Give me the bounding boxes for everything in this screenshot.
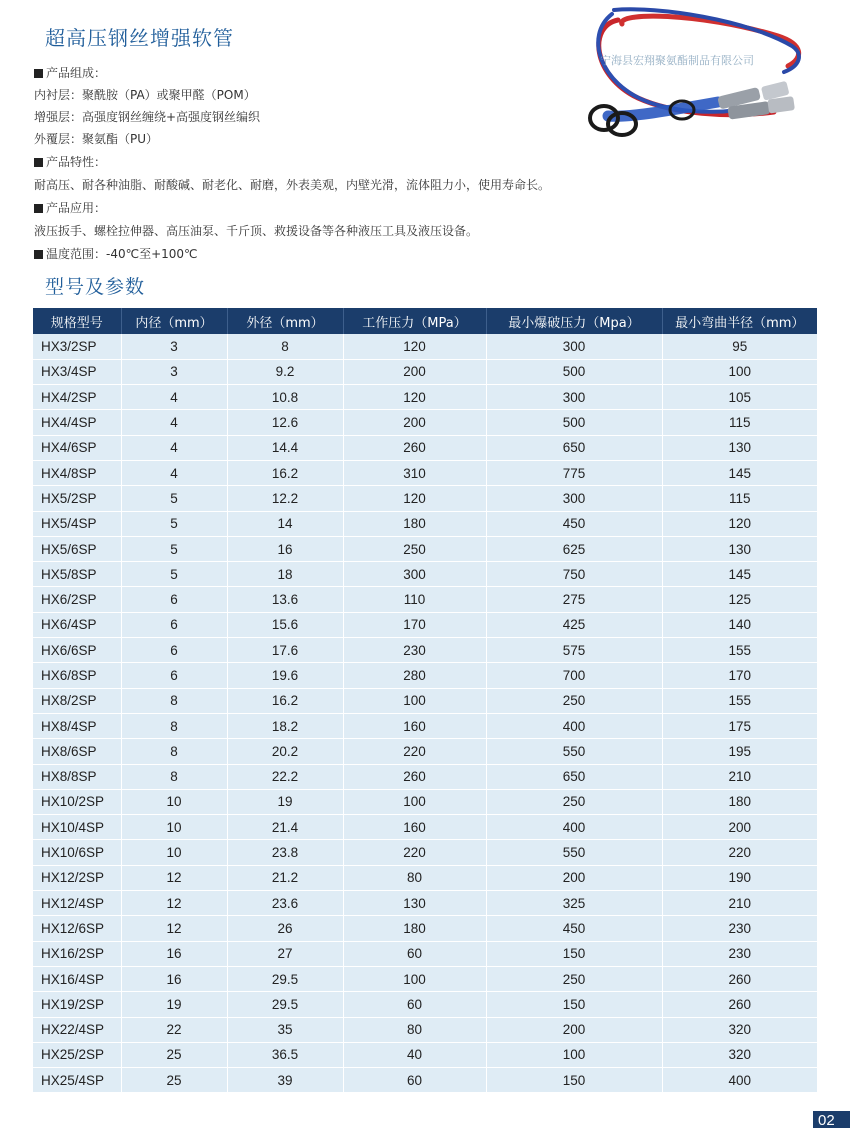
cell-outer-diameter: 9.2 — [227, 359, 343, 384]
cell-working-pressure: 100 — [343, 966, 486, 991]
cell-working-pressure: 280 — [343, 663, 486, 688]
table-row — [33, 612, 817, 637]
cell-min-burst-pressure: 650 — [486, 435, 662, 460]
cell-model: HX4/2SP — [33, 385, 121, 410]
cell-inner-diameter: 25 — [121, 1068, 227, 1093]
section-title: 型号及参数 — [45, 276, 146, 298]
cell-min-burst-pressure: 625 — [486, 536, 662, 561]
cell-working-pressure: 310 — [343, 460, 486, 485]
cell-min-bend-radius: 145 — [662, 562, 817, 587]
cell-model: HX22/4SP — [33, 1017, 121, 1042]
cell-outer-diameter: 26 — [227, 916, 343, 941]
table-row — [33, 663, 817, 688]
cell-model: HX6/8SP — [33, 663, 121, 688]
cell-inner-diameter: 4 — [121, 435, 227, 460]
table-row — [33, 966, 817, 991]
cell-model: HX5/4SP — [33, 511, 121, 536]
cell-working-pressure: 300 — [343, 562, 486, 587]
cell-outer-diameter: 14.4 — [227, 435, 343, 460]
applications-text: 液压扳手、螺栓拉伸器、高压油泵、千斤顶、救援设备等各种液压工具及液压设备。 — [34, 224, 479, 238]
cell-inner-diameter: 16 — [121, 941, 227, 966]
cell-model: HX16/4SP — [33, 966, 121, 991]
cell-min-burst-pressure: 300 — [486, 385, 662, 410]
cell-inner-diameter: 22 — [121, 1017, 227, 1042]
cell-min-bend-radius: 210 — [662, 891, 817, 916]
header-model: 规格型号 — [33, 308, 121, 334]
cell-model: HX3/4SP — [33, 359, 121, 384]
cell-min-bend-radius: 105 — [662, 385, 817, 410]
table-row — [33, 410, 817, 435]
cell-working-pressure: 100 — [343, 789, 486, 814]
cell-model: HX4/6SP — [33, 435, 121, 460]
cell-min-bend-radius: 115 — [662, 410, 817, 435]
cell-min-bend-radius: 155 — [662, 688, 817, 713]
cell-inner-diameter: 8 — [121, 764, 227, 789]
cell-outer-diameter: 17.6 — [227, 638, 343, 663]
table-row — [33, 587, 817, 612]
cell-model: HX10/6SP — [33, 840, 121, 865]
cell-outer-diameter: 18.2 — [227, 713, 343, 738]
composition-outer-layer: 外覆层：聚氨酯（PU） — [34, 132, 159, 146]
header-min-burst-pressure: 最小爆破压力（Mpa） — [486, 308, 662, 334]
cell-working-pressure: 230 — [343, 638, 486, 663]
spec-table-body — [33, 334, 817, 1093]
cell-inner-diameter: 5 — [121, 562, 227, 587]
table-row — [33, 739, 817, 764]
cell-inner-diameter: 12 — [121, 891, 227, 916]
watermark-text: 宁海县宏翔聚氨酯制品有限公司 — [600, 54, 754, 67]
cell-min-burst-pressure: 700 — [486, 663, 662, 688]
cell-min-bend-radius: 130 — [662, 536, 817, 561]
cell-min-burst-pressure: 250 — [486, 789, 662, 814]
cell-inner-diameter: 3 — [121, 334, 227, 359]
composition-reinforcement-layer: 增强层：高强度钢丝缠绕+高强度钢丝编织 — [34, 110, 261, 124]
cell-model: HX25/4SP — [33, 1068, 121, 1093]
cell-min-burst-pressure: 250 — [486, 966, 662, 991]
cell-model: HX6/6SP — [33, 638, 121, 663]
cell-min-burst-pressure: 450 — [486, 916, 662, 941]
table-row — [33, 840, 817, 865]
cell-model: HX4/4SP — [33, 410, 121, 435]
cell-model: HX8/6SP — [33, 739, 121, 764]
cell-min-bend-radius: 140 — [662, 612, 817, 637]
cell-inner-diameter: 5 — [121, 536, 227, 561]
spec-table-header-row — [33, 308, 817, 334]
cell-min-burst-pressure: 500 — [486, 410, 662, 435]
table-row — [33, 385, 817, 410]
cell-working-pressure: 250 — [343, 536, 486, 561]
cell-working-pressure: 80 — [343, 1017, 486, 1042]
cell-model: HX5/2SP — [33, 486, 121, 511]
cell-min-burst-pressure: 500 — [486, 359, 662, 384]
cell-inner-diameter: 4 — [121, 460, 227, 485]
cell-working-pressure: 180 — [343, 511, 486, 536]
cell-outer-diameter: 27 — [227, 941, 343, 966]
cell-working-pressure: 120 — [343, 334, 486, 359]
cell-model: HX10/4SP — [33, 815, 121, 840]
cell-model: HX8/4SP — [33, 713, 121, 738]
cell-working-pressure: 160 — [343, 815, 486, 840]
cell-min-bend-radius: 230 — [662, 916, 817, 941]
cell-working-pressure: 260 — [343, 435, 486, 460]
cell-inner-diameter: 6 — [121, 638, 227, 663]
cell-inner-diameter: 12 — [121, 865, 227, 890]
cell-inner-diameter: 25 — [121, 1042, 227, 1067]
table-row — [33, 486, 817, 511]
composition-inner-layer: 内衬层：聚酰胺（PA）或聚甲醛（POM） — [34, 88, 256, 102]
cell-min-bend-radius: 260 — [662, 992, 817, 1017]
cell-working-pressure: 120 — [343, 486, 486, 511]
temperature-range: 温度范围：-40℃至+100℃ — [34, 245, 198, 262]
cell-model: HX6/4SP — [33, 612, 121, 637]
cell-min-burst-pressure: 150 — [486, 941, 662, 966]
cell-outer-diameter: 19 — [227, 789, 343, 814]
cell-inner-diameter: 16 — [121, 966, 227, 991]
cell-min-burst-pressure: 550 — [486, 739, 662, 764]
cell-min-burst-pressure: 450 — [486, 511, 662, 536]
cell-min-bend-radius: 230 — [662, 941, 817, 966]
cell-min-burst-pressure: 400 — [486, 815, 662, 840]
table-row — [33, 992, 817, 1017]
table-row — [33, 1042, 817, 1067]
cell-min-burst-pressure: 650 — [486, 764, 662, 789]
cell-working-pressure: 200 — [343, 359, 486, 384]
cell-min-burst-pressure: 425 — [486, 612, 662, 637]
cell-working-pressure: 220 — [343, 840, 486, 865]
cell-outer-diameter: 16.2 — [227, 460, 343, 485]
page-title: 超高压钢丝增强软管 — [45, 26, 234, 50]
table-row — [33, 460, 817, 485]
cell-model: HX5/8SP — [33, 562, 121, 587]
table-row — [33, 764, 817, 789]
cell-inner-diameter: 12 — [121, 916, 227, 941]
cell-outer-diameter: 10.8 — [227, 385, 343, 410]
cell-working-pressure: 200 — [343, 410, 486, 435]
cell-working-pressure: 60 — [343, 941, 486, 966]
cell-min-bend-radius: 95 — [662, 334, 817, 359]
cell-min-bend-radius: 125 — [662, 587, 817, 612]
cell-outer-diameter: 35 — [227, 1017, 343, 1042]
cell-min-burst-pressure: 200 — [486, 865, 662, 890]
cell-min-bend-radius: 220 — [662, 840, 817, 865]
cell-min-bend-radius: 180 — [662, 789, 817, 814]
cell-model: HX8/2SP — [33, 688, 121, 713]
cell-min-burst-pressure: 100 — [486, 1042, 662, 1067]
square-bullet-icon — [34, 250, 43, 259]
square-bullet-icon — [34, 69, 43, 78]
cell-working-pressure: 170 — [343, 612, 486, 637]
cell-outer-diameter: 20.2 — [227, 739, 343, 764]
cell-min-bend-radius: 210 — [662, 764, 817, 789]
cell-outer-diameter: 21.4 — [227, 815, 343, 840]
cell-inner-diameter: 8 — [121, 739, 227, 764]
cell-min-bend-radius: 175 — [662, 713, 817, 738]
cell-min-bend-radius: 400 — [662, 1068, 817, 1093]
cell-model: HX12/2SP — [33, 865, 121, 890]
cell-outer-diameter: 39 — [227, 1068, 343, 1093]
table-row — [33, 562, 817, 587]
cell-min-burst-pressure: 200 — [486, 1017, 662, 1042]
cell-outer-diameter: 29.5 — [227, 966, 343, 991]
cell-working-pressure: 110 — [343, 587, 486, 612]
table-row — [33, 638, 817, 663]
cell-outer-diameter: 36.5 — [227, 1042, 343, 1067]
cell-model: HX3/2SP — [33, 334, 121, 359]
cell-outer-diameter: 19.6 — [227, 663, 343, 688]
cell-working-pressure: 130 — [343, 891, 486, 916]
cell-min-bend-radius: 145 — [662, 460, 817, 485]
cell-inner-diameter: 19 — [121, 992, 227, 1017]
cell-working-pressure: 220 — [343, 739, 486, 764]
cell-working-pressure: 60 — [343, 992, 486, 1017]
table-row — [33, 1068, 817, 1093]
features-heading: 产品特性： — [34, 153, 106, 170]
cell-model: HX25/2SP — [33, 1042, 121, 1067]
cell-working-pressure: 120 — [343, 385, 486, 410]
cell-min-burst-pressure: 300 — [486, 486, 662, 511]
table-row — [33, 789, 817, 814]
cell-inner-diameter: 6 — [121, 612, 227, 637]
cell-min-burst-pressure: 775 — [486, 460, 662, 485]
composition-heading: 产品组成： — [34, 64, 106, 81]
cell-working-pressure: 60 — [343, 1068, 486, 1093]
cell-outer-diameter: 15.6 — [227, 612, 343, 637]
table-row — [33, 511, 817, 536]
cell-inner-diameter: 10 — [121, 840, 227, 865]
cell-min-burst-pressure: 575 — [486, 638, 662, 663]
header-inner-diameter: 内径（mm） — [121, 308, 227, 334]
cell-model: HX6/2SP — [33, 587, 121, 612]
cell-working-pressure: 160 — [343, 713, 486, 738]
cell-outer-diameter: 14 — [227, 511, 343, 536]
cell-min-bend-radius: 195 — [662, 739, 817, 764]
table-row — [33, 815, 817, 840]
cell-model: HX12/6SP — [33, 916, 121, 941]
table-row — [33, 1017, 817, 1042]
cell-outer-diameter: 16 — [227, 536, 343, 561]
features-text: 耐高压、耐各种油脂、耐酸碱、耐老化、耐磨，外表美观，内壁光滑，流体阻力小，使用寿命长。 — [34, 178, 551, 192]
cell-outer-diameter: 16.2 — [227, 688, 343, 713]
header-outer-diameter: 外径（mm） — [227, 308, 343, 334]
cell-inner-diameter: 4 — [121, 410, 227, 435]
cell-min-bend-radius: 190 — [662, 865, 817, 890]
cell-min-burst-pressure: 275 — [486, 587, 662, 612]
cell-working-pressure: 260 — [343, 764, 486, 789]
cell-outer-diameter: 12.6 — [227, 410, 343, 435]
cell-min-bend-radius: 170 — [662, 663, 817, 688]
cell-inner-diameter: 10 — [121, 789, 227, 814]
cell-working-pressure: 100 — [343, 688, 486, 713]
cell-model: HX5/6SP — [33, 536, 121, 561]
table-row — [33, 536, 817, 561]
cell-inner-diameter: 5 — [121, 511, 227, 536]
cell-outer-diameter: 13.6 — [227, 587, 343, 612]
square-bullet-icon — [34, 204, 43, 213]
cell-inner-diameter: 5 — [121, 486, 227, 511]
table-row — [33, 891, 817, 916]
cell-min-burst-pressure: 550 — [486, 840, 662, 865]
cell-working-pressure: 40 — [343, 1042, 486, 1067]
cell-min-burst-pressure: 325 — [486, 891, 662, 916]
cell-model: HX4/8SP — [33, 460, 121, 485]
cell-inner-diameter: 4 — [121, 385, 227, 410]
cell-min-bend-radius: 115 — [662, 486, 817, 511]
cell-working-pressure: 180 — [343, 916, 486, 941]
cell-min-burst-pressure: 250 — [486, 688, 662, 713]
cell-inner-diameter: 8 — [121, 713, 227, 738]
cell-outer-diameter: 8 — [227, 334, 343, 359]
cell-min-bend-radius: 200 — [662, 815, 817, 840]
cell-outer-diameter: 23.8 — [227, 840, 343, 865]
spec-table — [33, 308, 817, 1093]
cell-model: HX16/2SP — [33, 941, 121, 966]
cell-min-burst-pressure: 400 — [486, 713, 662, 738]
header-working-pressure: 工作压力（MPa） — [343, 308, 486, 334]
cell-model: HX12/4SP — [33, 891, 121, 916]
table-row — [33, 435, 817, 460]
cell-min-bend-radius: 120 — [662, 511, 817, 536]
cell-outer-diameter: 21.2 — [227, 865, 343, 890]
cell-outer-diameter: 23.6 — [227, 891, 343, 916]
cell-min-burst-pressure: 150 — [486, 992, 662, 1017]
cell-model: HX19/2SP — [33, 992, 121, 1017]
cell-min-bend-radius: 155 — [662, 638, 817, 663]
cell-outer-diameter: 22.2 — [227, 764, 343, 789]
cell-working-pressure: 80 — [343, 865, 486, 890]
table-row — [33, 334, 817, 359]
cell-inner-diameter: 6 — [121, 663, 227, 688]
cell-min-bend-radius: 260 — [662, 966, 817, 991]
cell-outer-diameter: 18 — [227, 562, 343, 587]
table-row — [33, 713, 817, 738]
cell-inner-diameter: 8 — [121, 688, 227, 713]
cell-min-bend-radius: 130 — [662, 435, 817, 460]
cell-min-bend-radius: 320 — [662, 1042, 817, 1067]
table-row — [33, 865, 817, 890]
page-number: 02 — [813, 1111, 850, 1128]
cell-min-bend-radius: 320 — [662, 1017, 817, 1042]
applications-heading: 产品应用： — [34, 199, 106, 216]
cell-model: HX8/8SP — [33, 764, 121, 789]
cell-model: HX10/2SP — [33, 789, 121, 814]
hose-product-photo — [578, 6, 810, 144]
cell-min-bend-radius: 100 — [662, 359, 817, 384]
cell-min-burst-pressure: 150 — [486, 1068, 662, 1093]
table-row — [33, 916, 817, 941]
table-row — [33, 941, 817, 966]
cell-min-burst-pressure: 300 — [486, 334, 662, 359]
cell-inner-diameter: 3 — [121, 359, 227, 384]
cell-outer-diameter: 12.2 — [227, 486, 343, 511]
cell-outer-diameter: 29.5 — [227, 992, 343, 1017]
square-bullet-icon — [34, 158, 43, 167]
table-row — [33, 359, 817, 384]
cell-inner-diameter: 10 — [121, 815, 227, 840]
header-min-bend-radius: 最小弯曲半径（mm） — [662, 308, 817, 334]
table-row — [33, 688, 817, 713]
cell-min-burst-pressure: 750 — [486, 562, 662, 587]
cell-inner-diameter: 6 — [121, 587, 227, 612]
